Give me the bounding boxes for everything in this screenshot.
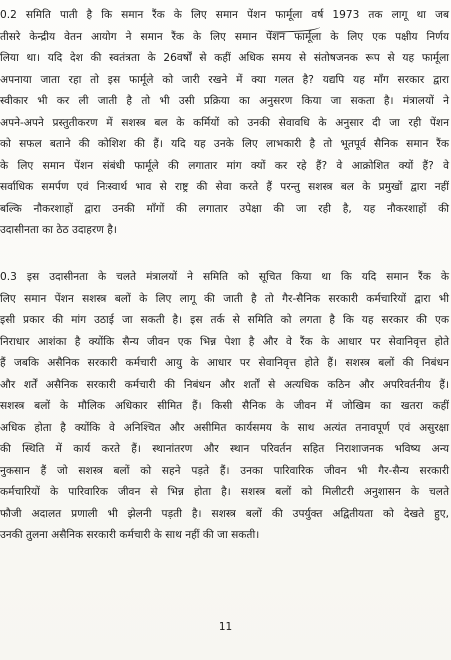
text-line: बल्कि नौकरशाहों द्वारा उनकी माँगों की लगातार उपेक्षा की जा रही है, यह नौकरशाहों की (0, 202, 449, 215)
paragraph-10-3 (0, 267, 451, 547)
text-line: उदासीनता का ठेठ उदाहरण है। (0, 224, 117, 236)
text-line: और शर्तें असैनिक सरकारी कर्मचारी की निबंधन और शर्तों से अत्यधिक कठिन और अपरिवर्तनीय हैं। (0, 378, 449, 391)
text-line: हैं जबकि असैनिक सरकारी कर्मचारी आयु के आधार पर सेवानिवृत्त होते हैं। सशस्त्र बलों की निबंधन (0, 357, 449, 369)
text-line: उनकी तुलना असैनिक सरकारी कर्मचारी के साथ नहीं की जा सकती। (0, 529, 260, 541)
text-line: को सफल बताने की कोशिश की हैं। यदि यह उनके लिए लाभकारी है तो भूतपूर्व सैनिक समान रैंक (0, 138, 449, 150)
text-line: अधिक होता है क्योंकि वे अनिश्चित और असीमित कार्यसमय के साथ अत्यंत तनावपूर्ण एवं असुरक्षा (0, 421, 449, 434)
text-line: नुकसान हैं जो सशस्त्र बलों को सहने पड़ते हैं। उनका पारिवारिक जीवन भी गैर-सैन्य सरकारी (0, 464, 449, 477)
text-line: अपनाया जाता रहा तो इस फार्मूले को जारी रखने में क्या गलत है? यद्यपि यह माँग सरकार द्वारा (0, 73, 449, 86)
text-line: लिए समान पेंशन सशस्त्र बलों के लिए लागू की जाती है तो गैर-सैनिक सरकारी कर्मचारियों द्वारा भी (0, 292, 449, 305)
text-line: अपने-अपने प्रस्तुतीकरण में सशस्त्र बल के कर्मियों को उनकी सेवावधि के अनुसार दी जा रही पेंशन (0, 116, 449, 129)
text-line: स्वीकार भी कर ली जाती है तो भी उसी प्रक्रिया का अनुसरण किया जा सकता है। मंत्रालयों ने (0, 95, 449, 107)
text-line: सशस्त्र बलों के मौलिक अधिकार सीमित हैं। किसी सैनिक के जीवन में जोखिम का खतरा कहीं (0, 400, 449, 412)
text-line: निराधार आशंका है क्योंकि सैन्य जीवन एक भिन्न पेशा है और वे रैंक के आधार पर सेवानिवृत्त होते (0, 335, 449, 348)
text-line: तीसरे केन्द्रीय वेतन आयोग ने समान रैंक के लिए समान पेंशन फार्मूला के लिए एक पक्षीय निर्णय (0, 30, 449, 43)
text-line: इसी प्रकार की मांग उठाई जा सकती है। इस तर्क से समिति को लगता है कि यह सरकार की एक (0, 314, 449, 326)
text-line: 0.2 समिति पाती है कि समान रैंक के लिए समान पेंशन फार्मूला वर्ष 1973 तक लागू था जब (0, 9, 449, 21)
paragraph-10-2 (0, 5, 451, 242)
text-line: के लिए समान पेंशन संबंधी फार्मूले की लगातार मांग क्यों कर रहे हैं? वे आक्रोशित क्यों हैं? वे (0, 159, 449, 172)
text-line: लिया था। यदि देश की स्वतंत्रता के 26वर्षों से कहीं अधिक समय से संतोषजनक रूप से यह फार्मूला (0, 52, 449, 64)
text-line: कर्मचारियों के पारिवारिक जीवन से भिन्न होता है। सशस्त्र बलों को मिलीटरी अनुशासन के चलते (0, 486, 449, 498)
text-line: सर्वाधिक समर्पण एवं निःस्वार्थ भाव से राष्ट्र की सेवा करते हैं परन्तु सशस्त्र बल के प्रमुखों द्वारा नहीं (0, 181, 449, 193)
text-line: फौजी अदालत प्रणाली भी झेलनी पड़ती है। सशस्त्र बलों की उपर्युक्त अद्वितीयता को देखते हुए, (0, 507, 449, 520)
text-line: 0.3 इस उदासीनता के चलते मंत्रालयों ने समिति को सूचित किया था कि यदि समान रैंक के (0, 271, 449, 283)
text-line: की स्थिति में कार्य करते हैं। स्थानांतरण और स्थान परिवर्तन सहित निराशाजनक भविष्य अन्य (0, 443, 449, 455)
page-number: 11 (218, 621, 233, 633)
